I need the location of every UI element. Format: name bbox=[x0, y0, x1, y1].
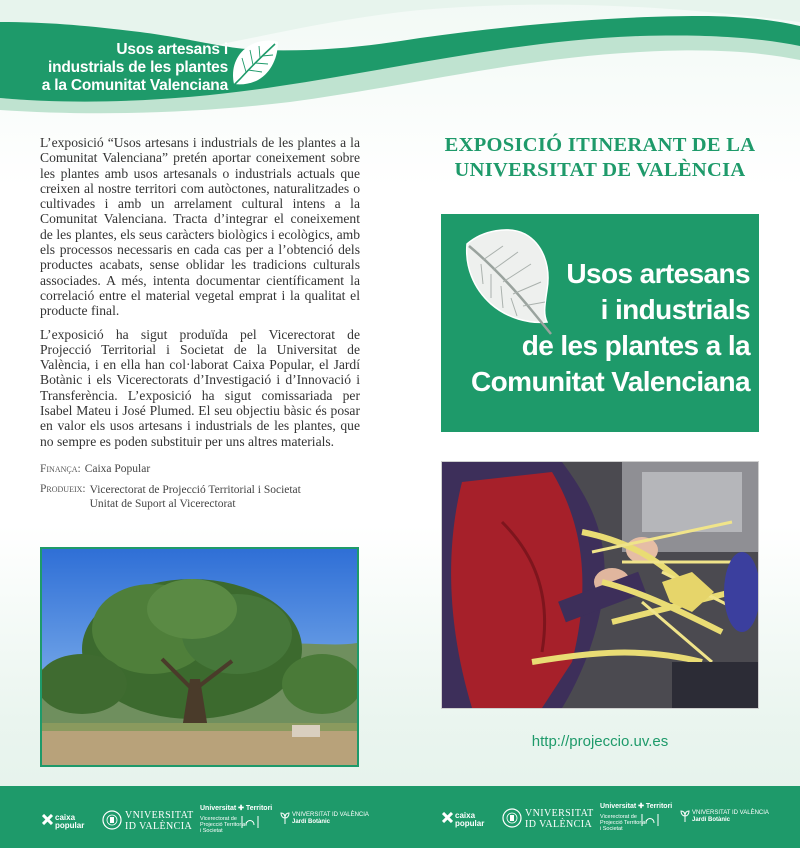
vicerectorat-logo: Universitat ✚ Territori Vicerectorat de Projecció Territorial i Societat bbox=[200, 805, 273, 834]
produeix-label: Produeix: bbox=[40, 482, 86, 495]
produeix-line-1: Vicerectorat de Projecció Territorial i Societat bbox=[89, 483, 301, 496]
caixa-popular-logo: caixa popular bbox=[42, 814, 98, 830]
feature-title-line-1: Usos artesans bbox=[566, 258, 750, 289]
feature-title-line-4: Comunitat Valenciana bbox=[471, 366, 750, 397]
header-title-line-1: Usos artesans i bbox=[116, 41, 228, 58]
financa-label: Finança: bbox=[40, 462, 81, 475]
caixa-popular-mark-icon bbox=[442, 812, 453, 823]
jardi-botanic-logo: VNIVERSITAT ID VALÈNCIA Jardí Botànic bbox=[280, 812, 360, 828]
caixa-popular-logo-right: caixa popular bbox=[442, 812, 498, 828]
header-title bbox=[40, 41, 228, 95]
header-title-line-2: industrials de les plantes bbox=[48, 59, 228, 76]
territory-mark-icon bbox=[240, 815, 260, 829]
exhibition-heading-line-2: UNIVERSITAT DE VALÈNCIA bbox=[454, 159, 746, 181]
intro-paragraph-1: L’exposició “Usos artesans i industrials de les plantes a la Comunitat Valenciana” pretén aportar coneixement sobre les plantes amb usos artesanals o industrials actuals que creixen al nostre territori com autòctones, naturalitzades o cultivades i amb un arrelament cultural intens a la Comunitat Valenciana. Tracta d’integrar el coneixement de les plantes, els seus caràcters biològics i ecològics, amb els processos necessaris en cada cas per a l’obtenció dels productes acabats, sense oblidar les tradicions culturals associades. A més, intenta documentar científicament la correlació entre el material vegetal emprat i la qualitat el producte final. bbox=[40, 135, 360, 319]
feature-title-line-2: i industrials bbox=[600, 294, 750, 325]
intro-column bbox=[40, 135, 360, 519]
territory-mark-icon bbox=[640, 813, 660, 827]
jardi-botanic-logo-right: VNIVERSITAT ID VALÈNCIA Jardí Botànic bbox=[680, 810, 760, 826]
university-seal-icon bbox=[102, 810, 122, 830]
intro-paragraph-2: L’exposició ha sigut produïda pel Vicerectorat de Projecció Territorial i Societat de la Universitat de València, i en ella han col·laborat Caixa Popular, el Jardí Botànic i els Vicerectorats d’Investigació i d’Innovació i Transferència. L’exposició ha sigut comissariada per Isabel Mateu i José Plumed. El seu objectiu bàsic és posar en valor els usos artesans i industrials de les plantes, que no sempre es poden substituir per uns altres materials. bbox=[40, 326, 360, 449]
universitat-valencia-logo: VNIVERSITAT ID VALÈNCIA bbox=[102, 810, 192, 834]
financa-value: Caixa Popular bbox=[84, 462, 151, 475]
exhibition-heading-line-1: EXPOSICIÓ ITINERANT DE LA bbox=[444, 134, 756, 156]
credit-financa bbox=[40, 463, 360, 475]
credit-produeix bbox=[40, 483, 360, 511]
vicerectorat-logo-right: Universitat ✚ Territori Vicerectorat de Projecció Territorial i Societat bbox=[600, 803, 673, 832]
footer-logos bbox=[0, 786, 800, 848]
caixa-popular-mark-icon bbox=[42, 814, 53, 825]
university-seal-icon bbox=[502, 808, 522, 828]
carob-tree-photo bbox=[40, 547, 359, 767]
exhibition-heading bbox=[425, 133, 775, 183]
header-title-line-3: a la Comunitat Valenciana bbox=[41, 77, 228, 94]
palm-weaving-photo bbox=[441, 461, 759, 709]
produeix-line-2: Unitat de Suport al Vicerectorat bbox=[89, 497, 236, 510]
feature-title-line-3: de les plantes a la bbox=[521, 330, 750, 361]
plant-mark-icon bbox=[680, 810, 690, 822]
feature-title-box bbox=[441, 214, 759, 432]
website-link[interactable]: http://projeccio.uv.es bbox=[531, 733, 669, 750]
credits bbox=[40, 463, 360, 511]
plant-mark-icon bbox=[280, 812, 290, 824]
universitat-valencia-logo-right: VNIVERSITAT ID VALÈNCIA bbox=[502, 808, 592, 832]
feature-title bbox=[471, 256, 750, 400]
leaf-icon bbox=[228, 38, 280, 88]
